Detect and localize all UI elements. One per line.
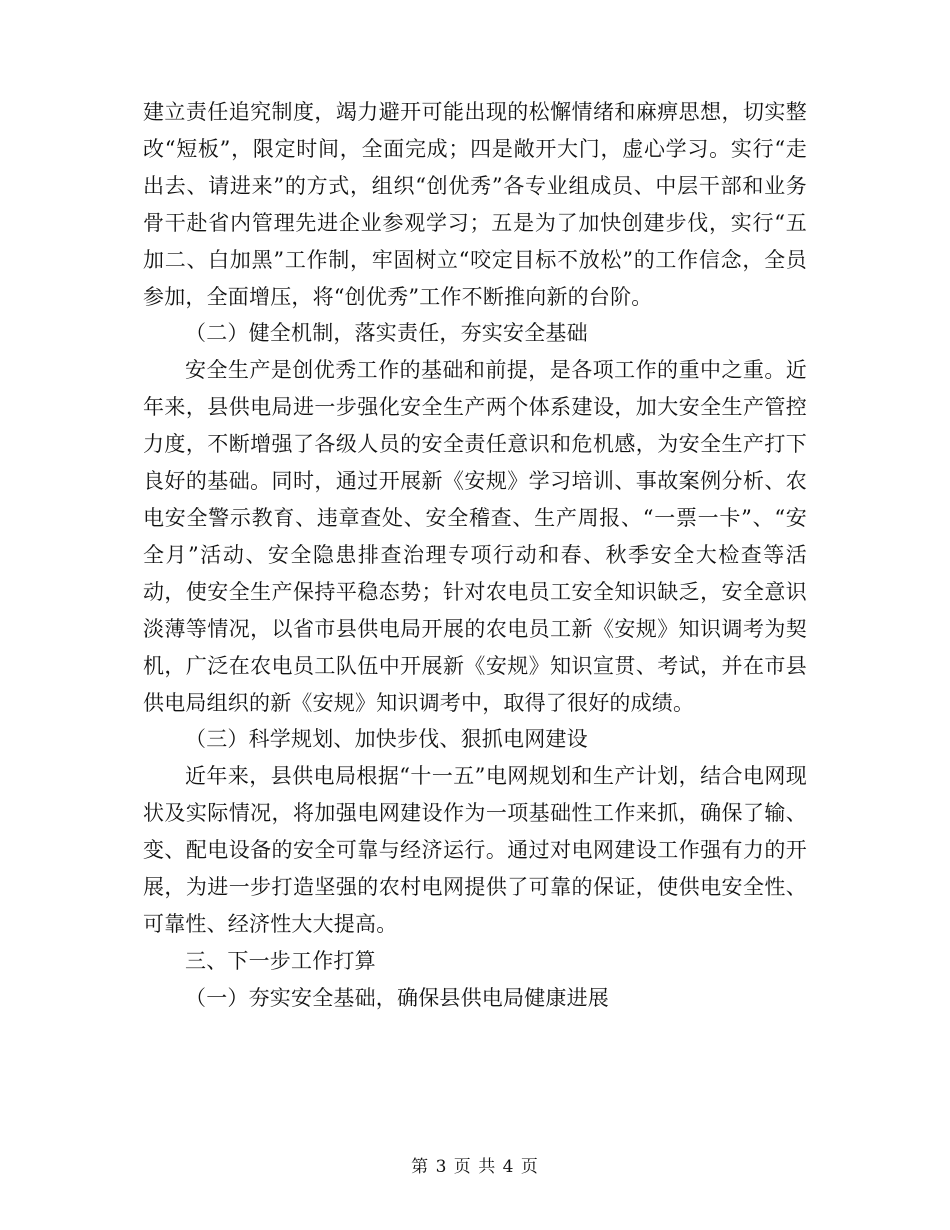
section-heading-3: （三）科学规划、加快步伐、狠抓电网建设 <box>185 727 588 752</box>
paragraph-safety: 安全生产是创优秀工作的基础和前提，是各项工作的重中之重。近年来，县供电局进一步强化安全生产两个体系建设，加大安全生产管控力度，不断增强了各级人员的安全责任意识和危机感，为安全生产打下良好的基础。同时，通过开展新《安规》学习培训、事故案例分析、农电安全警示教育、违章查处、安全稽查、生产周报、“一票一卡”、“安全月”活动、安全隐患排查治理专项行动和春、秋季安全大检查等活动，使安全生产保持平稳态势；针对农电员工安全知识缺乏，安全意识淡薄等情况，以省市县供电局开展的农电员工新《安规》知识调考为契机，广泛在农电员工队伍中开展新《安规》知识宣贯、考试，并在市县供电局组织的新《安规》知识调考中，取得了很好的成绩。 <box>143 358 807 715</box>
section-heading-2: （二）健全机制，落实责任，夯实安全基础 <box>185 321 588 346</box>
page-number-footer: 第 3 页 共 4 页 <box>411 1157 539 1177</box>
section-heading-next-1: （一）夯实安全基础，确保县供电局健康进展 <box>185 985 609 1010</box>
section-heading-next-steps: 三、下一步工作打算 <box>185 948 376 973</box>
paragraph-continuation: 建立责任追究制度，竭力避开可能出现的松懈情绪和麻痹思想，切实整改“短板”，限定时间，全面完成；四是敞开大门，虚心学习。实行“走出去、请进来”的方式，组织“创优秀”各专业组成员、中层干部和业务骨干赴省内管理先进企业参观学习；五是为了加快创建步伐，实行“五加二、白加黑”工作制，牢固树立“咬定目标不放松”的工作信念，全员参加，全面增压，将“创优秀”工作不断推向新的台阶。 <box>143 100 807 309</box>
paragraph-grid-construction: 近年来，县供电局根据“十一五”电网规划和生产计划，结合电网现状及实际情况，将加强电网建设作为一项基础性工作来抓，确保了输、变、配电设备的安全可靠与经济运行。通过对电网建设工作强有力的开展，为进一步打造坚强的农村电网提供了可靠的保证，使供电安全性、可靠性、经济性大大提高。 <box>143 764 807 936</box>
document-body <box>143 94 807 1017</box>
